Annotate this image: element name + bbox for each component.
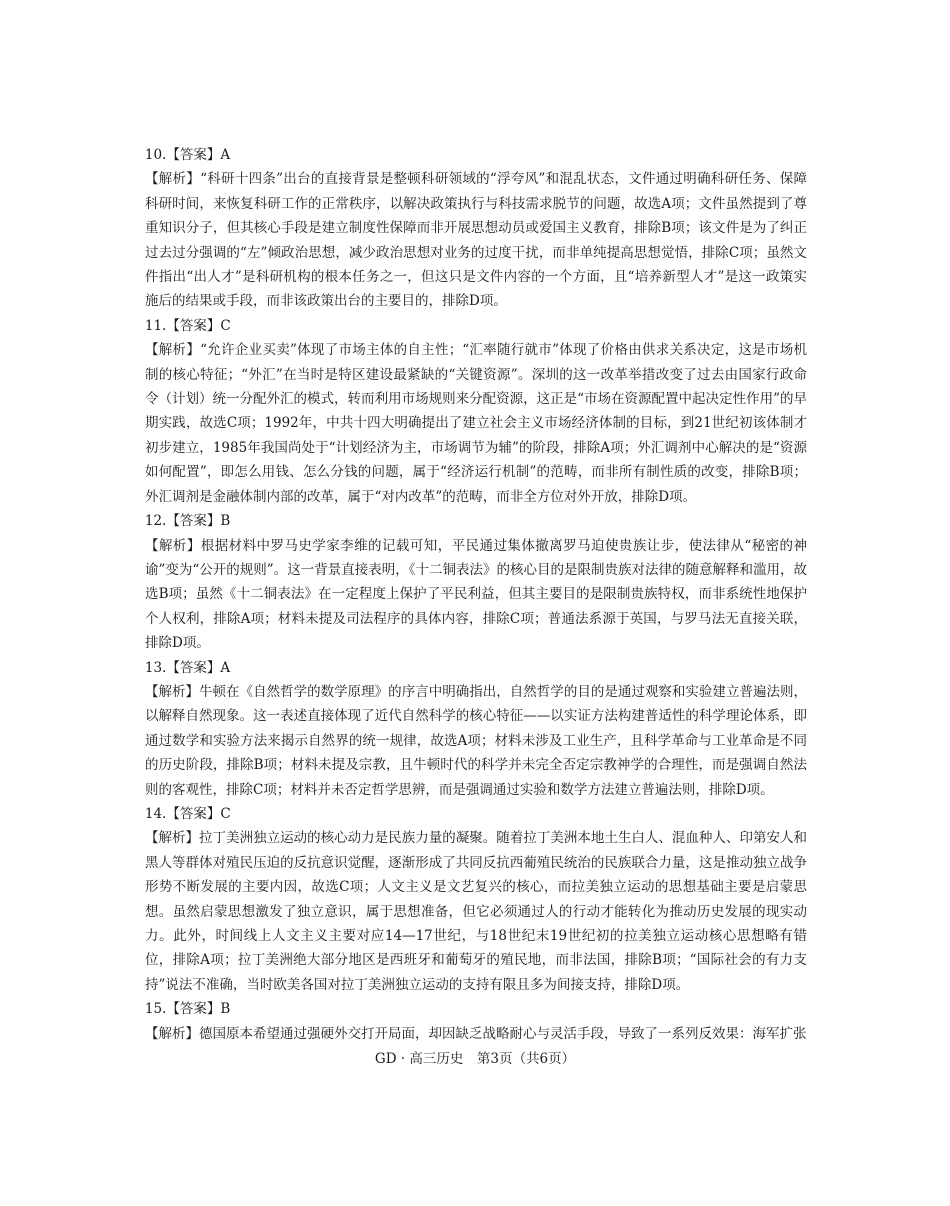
explanation-text: 【解析】根据材料中罗马史学家李维的记载可知，平民通过集体撤离罗马迫使贵族让步，使法律从“秘密的神谕”变为“公开的规则”。这一背景直接表明，《十二铜表法》的核心目的是限制贵族对法律的随意解释和滥用，故选B项；虽然《十二铜表法》在一定程度上保护了平民利益，但其主要目的是限制贵族特权，而非系统性地保护个人权利，排除A项；材料未提及司法程序的具体内容，排除C项；普通法系源于英国，与罗马法无直接关联，排除D项。 — [145, 537, 807, 652]
explanation-text: 【解析】“科研十四条”出台的直接背景是整顿科研领域的“浮夸风”和混乱状态，文件通过明确科研任务、保障科研时间，来恢复科研工作的正常秩序，以解决政策执行与科技需求脱节的问题，故选A项；文件虽然提到了尊重知识分子，但其核心手段是建立制度性保障而非开展思想动员或爱国主义教育，排除B项；该文件是为了纠正过去过分强调的“左”倾政治思想，减少政治思想对业务的过度干扰，而非单纯提高思想觉悟，排除C项；虽然文件指出“出人才”是科研机构的根本任务之一，但这只是文件内容的一个方面，且“培养新型人才”是这一政策实施后的结果或手段，而非该政策出台的主要目的，排除D项。 — [145, 171, 807, 310]
answer-line: 15.【答案】B — [144, 1001, 231, 1018]
answer-line: 14.【答案】C — [144, 805, 231, 822]
question-10 — [145, 143, 807, 314]
question-13 — [145, 656, 807, 802]
answer-line: 11.【答案】C — [144, 317, 231, 334]
question-14 — [145, 802, 807, 997]
question-11 — [145, 314, 807, 509]
question-15 — [145, 997, 807, 1046]
question-12 — [145, 509, 807, 655]
explanation-text: 【解析】德国原本希望通过强硬外交打开局面，却因缺乏战略耐心与灵活手段，导致了一系列反效果：海军扩张 — [145, 1025, 807, 1042]
page-footer: GD · 高三历史 第3页（共6页） — [374, 1051, 576, 1067]
answer-line: 12.【答案】B — [144, 513, 231, 530]
answer-line: 13.【答案】A — [144, 659, 231, 676]
explanation-text: 【解析】“允许企业买卖”体现了市场主体的自主性；“汇率随行就市”体现了价格由供求关系决定，这是市场机制的核心特征；“外汇”在当时是特区建设最紧缺的“关键资源”。深圳的这一改革举措改变了过去由国家行政命令（计划）统一分配外汇的模式，转而利用市场规则来分配资源，这正是“市场在资源配置中起决定性作用”的早期实践，故选C项；1992年，中共十四大明确提出了建立社会主义市场经济体制的目标，到21世纪初该体制才初步建立，1985年我国尚处于“计划经济为主，市场调节为辅”的阶段，排除A项；外汇调剂中心解决的是“资源如何配置”，即怎么用钱、怎么分钱的问题，属于“经济运行机制”的范畴，而非所有制性质的改变，排除B项；外汇调剂是金融体制内部的改革，属于“对内改革”的范畴，而非全方位对外开放，排除D项。 — [145, 342, 807, 505]
explanation-text: 【解析】拉丁美洲独立运动的核心动力是民族力量的凝聚。随着拉丁美洲本地土生白人、混血种人、印第安人和黑人等群体对殖民压迫的反抗意识觉醒，逐渐形成了共同反抗西葡殖民统治的民族联合力量，这是推动独立战争形势不断发展的主要内因，故选C项；人文主义是文艺复兴的核心，而拉美独立运动的思想基础主要是启蒙思想。虽然启蒙思想激发了独立意识，属于思想准备，但它必须通过人的行动才能转化为推动历史发展的现实动力。此外，时间线上人文主义主要对应14—17世纪，与18世纪末19世纪初的拉美独立运动核心思想略有错位，排除A项；拉丁美洲绝大部分地区是西班牙和葡萄牙的殖民地，而非法国，排除B项；“国际社会的有力支持”说法不准确，当时欧美各国对拉丁美洲独立运动的支持有限且多为间接支持，排除D项。 — [145, 830, 807, 993]
answer-line: 10.【答案】A — [144, 147, 231, 163]
answer-key-content — [145, 143, 807, 1046]
explanation-text: 【解析】牛顿在《自然哲学的数学原理》的序言中明确指出，自然哲学的目的是通过观察和实验建立普遍法则，以解释自然现象。这一表述直接体现了近代自然科学的核心特征——以实证方法构建普适性的科学理论体系，即通过数学和实验方法来揭示自然界的统一规律，故选A项；材料未涉及工业生产，且科学革命与工业革命是不同的历史阶段，排除B项；材料未提及宗教，且牛顿时代的科学并未完全否定宗教神学的合理性，而是强调自然法则的客观性，排除C项；材料并未否定哲学思辨，而是强调通过实验和数学方法建立普遍法则，排除D项。 — [145, 683, 807, 798]
